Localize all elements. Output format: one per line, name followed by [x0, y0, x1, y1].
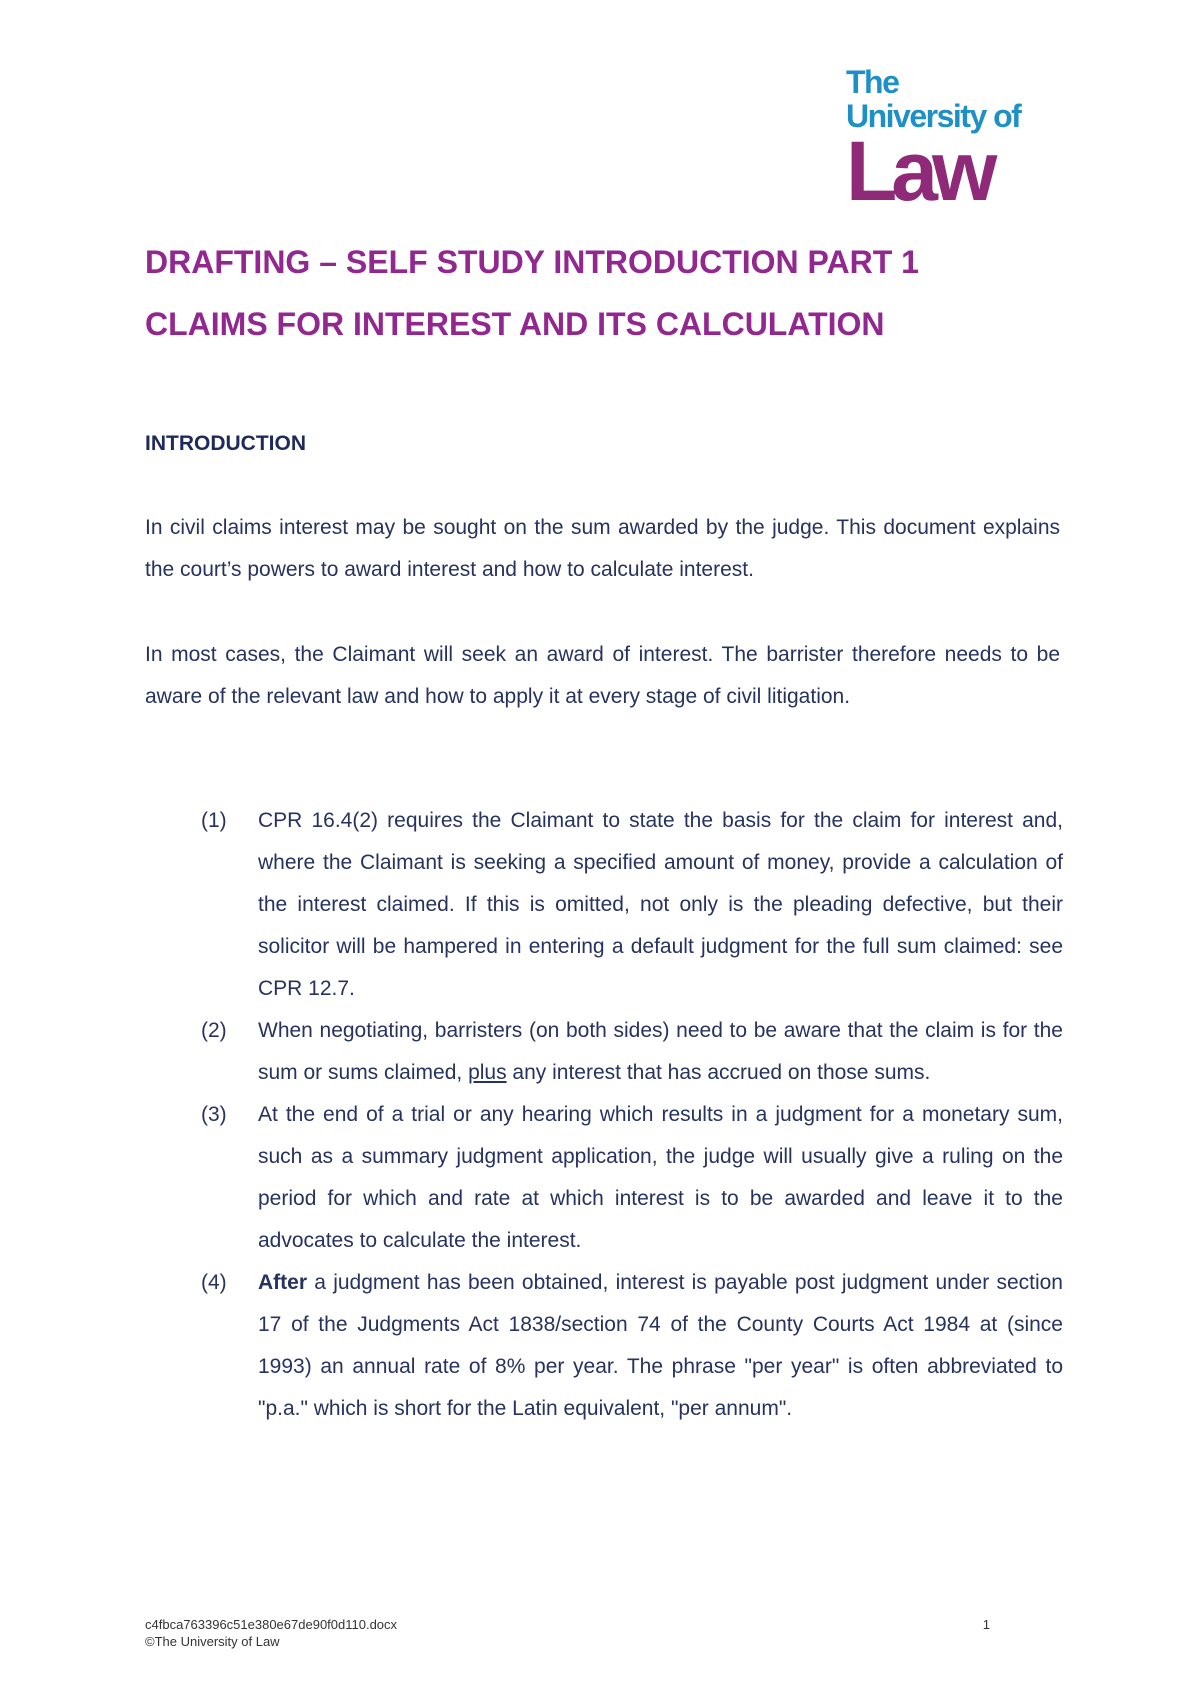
bold-after: After [258, 1271, 308, 1294]
list-item [145, 800, 1063, 1010]
document-title-line-2: CLAIMS FOR INTEREST AND ITS CALCULATION [145, 306, 885, 342]
logo-line-university-of: University of [846, 98, 1021, 134]
list-item-text-after: a judgment has been obtained, interest is payable post judgment under section 17 of the Judgments Act 1838/section 74 of the County Courts Act 1984 at (since 1993) an annual rate of 8% per year. The phrase "per year" is often abbreviated to "p.a." which is short for the Latin equivalent, "per annum". [258, 1271, 1063, 1420]
list-item [145, 1010, 1063, 1094]
numbered-list [145, 800, 1063, 1430]
logo-line-the: The [846, 64, 899, 100]
list-item-number: (4) [201, 1271, 227, 1294]
list-item [145, 1094, 1063, 1262]
list-item-text: At the end of a trial or any hearing which results in a judgment for a monetary sum, such as a summary judgment application, the judge will usually give a ruling on the period for which and rate at which interest is to be awarded and leave it to the advocates to calculate the interest. [258, 1103, 1063, 1252]
list-item-text: CPR 16.4(2) requires the Claimant to state the basis for the claim for interest and, where the Claimant is seeking a specified amount of money, provide a calculation of the interest claimed. If this is omitted, not only is the pleading defective, but their solicitor will be hampered in entering a default judgment for the full sum claimed: see CPR 12.7. [258, 809, 1063, 1000]
list-item-text-before: When negotiating, barristers (on both sides) need to be aware that the claim is for the sum or sums claimed, [258, 1019, 1063, 1084]
paragraph-1: In civil claims interest may be sought on the sum awarded by the judge. This document explains the court’s powers to award interest and how to calculate interest. [145, 516, 1060, 581]
list-item-text-after: any interest that has accrued on those sums. [506, 1061, 931, 1084]
list-item-number: (1) [201, 809, 227, 832]
paragraph-2: In most cases, the Claimant will seek an award of interest. The barrister therefore needs to be aware of the relevant law and how to apply it at every stage of civil litigation. [145, 643, 1060, 708]
list-item-number: (2) [201, 1019, 227, 1042]
list-item-number: (3) [201, 1103, 227, 1126]
page-footer [145, 1616, 990, 1650]
list-item [145, 1262, 1063, 1430]
underlined-plus: plus [468, 1061, 507, 1084]
footer-filename: c4fbca763396c51e380e67de90f0d110.docx [145, 1617, 398, 1632]
footer-copyright: ©The University of Law [145, 1634, 280, 1649]
footer-page-number: 1 [982, 1617, 990, 1632]
document-title-line-1: DRAFTING – SELF STUDY INTRODUCTION PART 1 [145, 244, 919, 280]
section-heading-introduction: INTRODUCTION [145, 432, 306, 455]
university-of-law-logo [846, 64, 1036, 218]
logo-line-law: Law [846, 124, 992, 218]
